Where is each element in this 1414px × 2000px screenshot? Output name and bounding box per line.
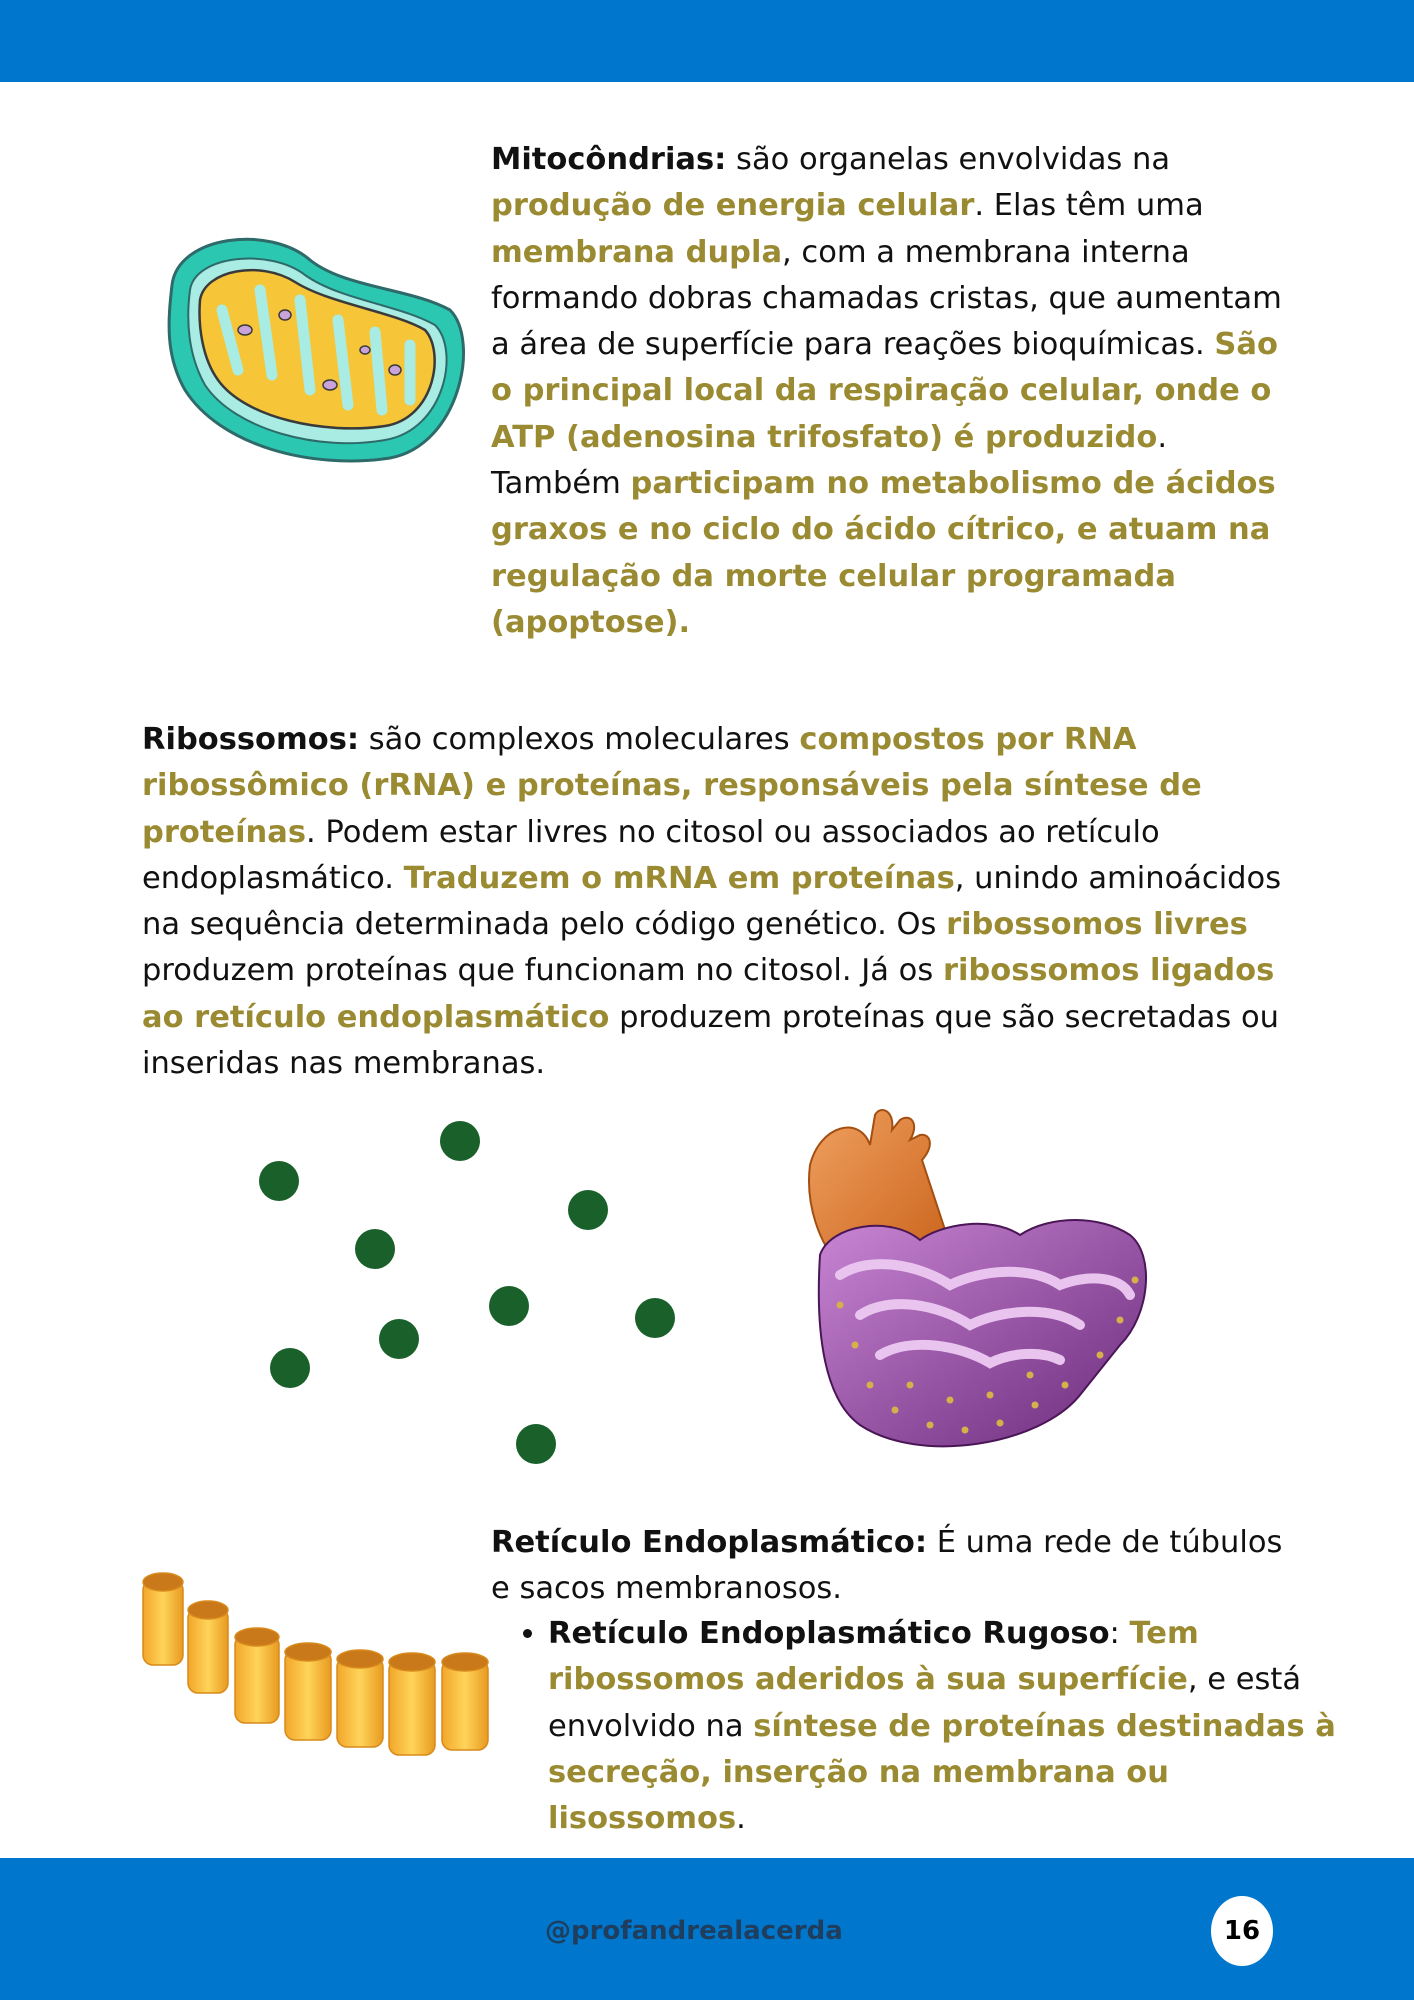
rough-er-title: Retículo Endoplasmático Rugoso [548, 1616, 1110, 1651]
highlight-segment: participam no metabolismo de ácidos graxos e no ciclo do ácido cítrico, e atuam na regulação da morte celular programada (apoptose). [491, 466, 1276, 640]
social-handle: @profandrealacerda [545, 1916, 843, 1946]
text-segment: são complexos moleculares [359, 722, 800, 757]
text-segment: . [736, 1801, 746, 1837]
text-segment: . Também [491, 419, 1168, 502]
ribosomes-paragraph [142, 717, 1292, 1087]
highlight-segment: Traduzem o mRNA em proteínas [403, 860, 955, 896]
page-number: 16 [1211, 1896, 1273, 1966]
text-segment: : [1109, 1616, 1130, 1651]
mitochondrion-illustration [160, 220, 470, 470]
mitochondria-title: Mitocôndrias: [491, 142, 727, 177]
highlight-segment: síntese de proteínas destinadas à secreção, inserção na membrana ou lisossomos [548, 1708, 1336, 1837]
text-segment: . Podem estar livres no citosol ou associados ao retículo endoplasmático. [142, 814, 1160, 896]
highlight-segment: Tem ribossomos aderidos à sua superfície [548, 1616, 1199, 1698]
text-segment: É uma rede de túbulos e sacos membranosos. [491, 1525, 1283, 1607]
mitochondria-paragraph [491, 137, 1291, 646]
text-segment: , e está envolvido na [548, 1662, 1302, 1744]
highlight-segment: produção de energia celular [491, 188, 975, 224]
list-item [548, 1611, 1348, 1842]
text-segment: são organelas envolvidas na [726, 142, 1171, 177]
er-title: Retículo Endoplasmático: [491, 1525, 928, 1560]
er-tubules-illustration [140, 1570, 495, 1780]
header-bar [0, 0, 1414, 82]
highlight-segment: ribossomos livres [946, 907, 1248, 943]
highlight-segment: membrana dupla [491, 234, 783, 270]
er-paragraph [491, 1520, 1291, 1613]
text-segment: , com a membrana interna formando dobras chamadas cristas, que aumentam a área de superfície para reações bioquímicas. [491, 234, 1282, 363]
er-list [491, 1611, 1348, 1842]
ribosomes-illustration [250, 1115, 690, 1475]
text-segment: , unindo aminoácidos na sequência determinada pelo código genético. Os [142, 860, 1282, 943]
ribosomes-title: Ribossomos: [142, 722, 360, 757]
text-segment: produzem proteínas que funcionam no citosol. Já os [142, 953, 943, 989]
highlight-segment: ribossomos ligados ao retículo endoplasmático [142, 953, 1275, 1035]
highlight-segment: compostos por RNA ribossômico (rRNA) e proteínas, responsáveis pela síntese de proteínas [142, 722, 1202, 850]
highlight-segment: São o principal local da respiração celular, onde o ATP (adenosina trifosfato) é produzido [491, 327, 1278, 455]
golgi-er-illustration [800, 1105, 1160, 1465]
text-segment: produzem proteínas que são secretadas ou inseridas nas membranas. [142, 999, 1279, 1082]
text-segment: . Elas têm uma [974, 188, 1204, 224]
